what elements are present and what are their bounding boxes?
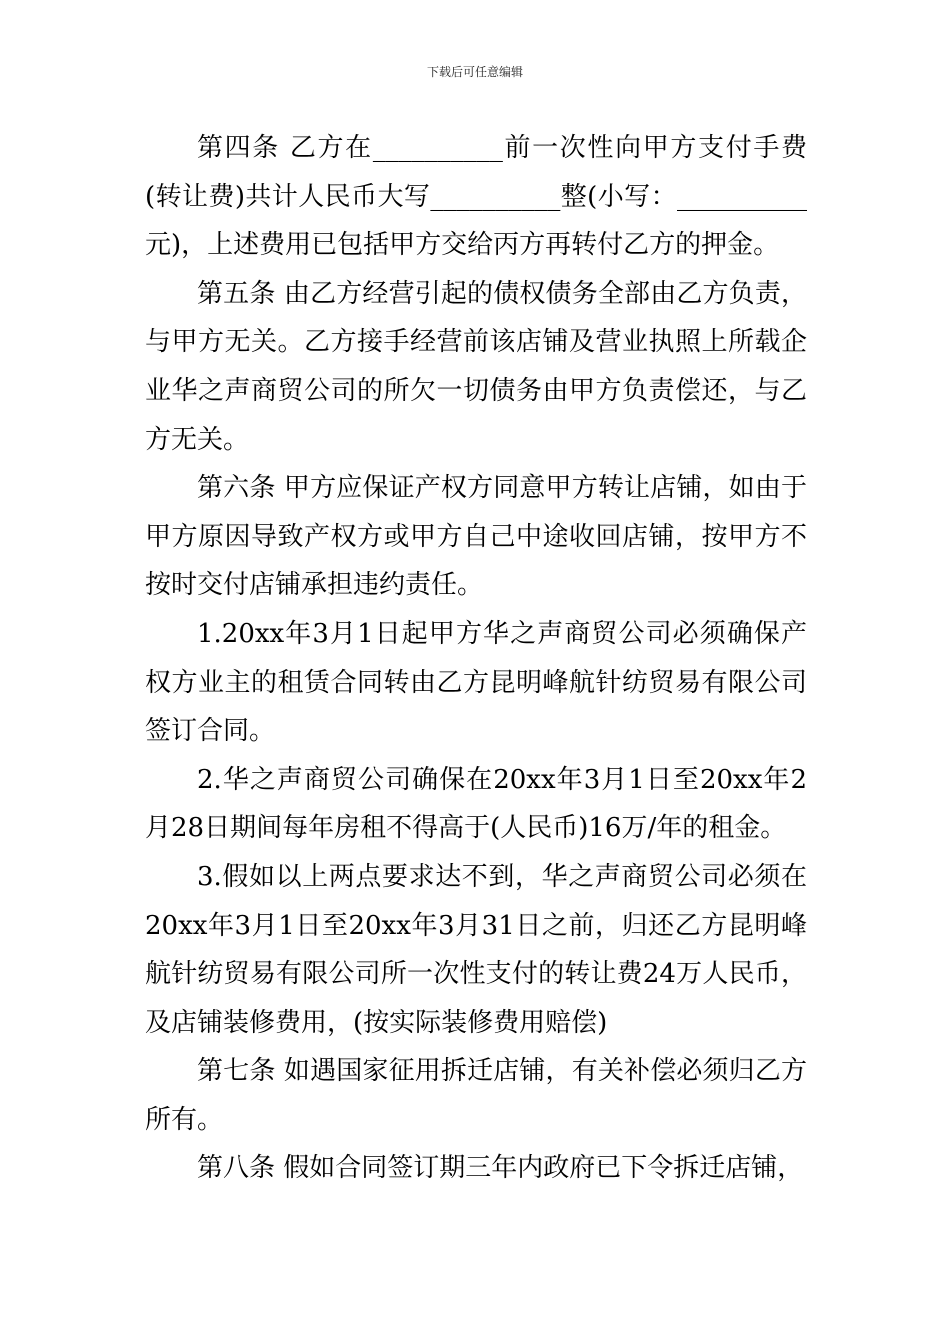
article-6-item-1: 1.20xx年3月1日起甲方华之声商贸公司必须确保产权方业主的租赁合同转由乙方昆明峰航针纺贸易有限公司签订合同。 <box>145 618 807 747</box>
article-4-paragraph: 第四条 乙方在__________前一次性向甲方支付手费(转让费)共计人民币大写__________整(小写：__________元)，上述费用已包括甲方交给丙方再转付乙方的押金。 <box>145 133 807 261</box>
article-8-paragraph: 第八条 假如合同签订期三年内政府已下令拆迁店铺， <box>197 1153 804 1184</box>
article-6-paragraph: 第六条 甲方应保证产权方同意甲方转让店铺，如由于甲方原因导致产权方或甲方自己中途收回店铺，按甲方不按时交付店铺承担违约责任。 <box>145 473 807 601</box>
document-body <box>145 124 807 1193</box>
article-7-paragraph: 第七条 如遇国家征用拆迁店铺，有关补偿必须归乙方所有。 <box>145 1056 807 1135</box>
article-6-item-2: 2.华之声商贸公司确保在20xx年3月1日至20xx年2月28日期间每年房租不得高于(人民币)16万/年的租金。 <box>145 764 807 844</box>
article-5-paragraph: 第五条 由乙方经营引起的债权债务全部由乙方负责，与甲方无关。乙方接手经营前该店铺及营业执照上所载企业华之声商贸公司的所欠一切债务由甲方负责偿还，与乙方无关。 <box>145 278 807 455</box>
page-header: 下载后可任意编辑 <box>426 65 523 79</box>
article-6-item-3: 3.假如以上两点要求达不到，华之声商贸公司必须在20xx年3月1日至20xx年3月31日之前，归还乙方昆明峰航针纺贸易有限公司所一次性支付的转让费24万人民币，及店铺装修费用，(按实际装修费用赔偿) <box>145 861 807 1038</box>
